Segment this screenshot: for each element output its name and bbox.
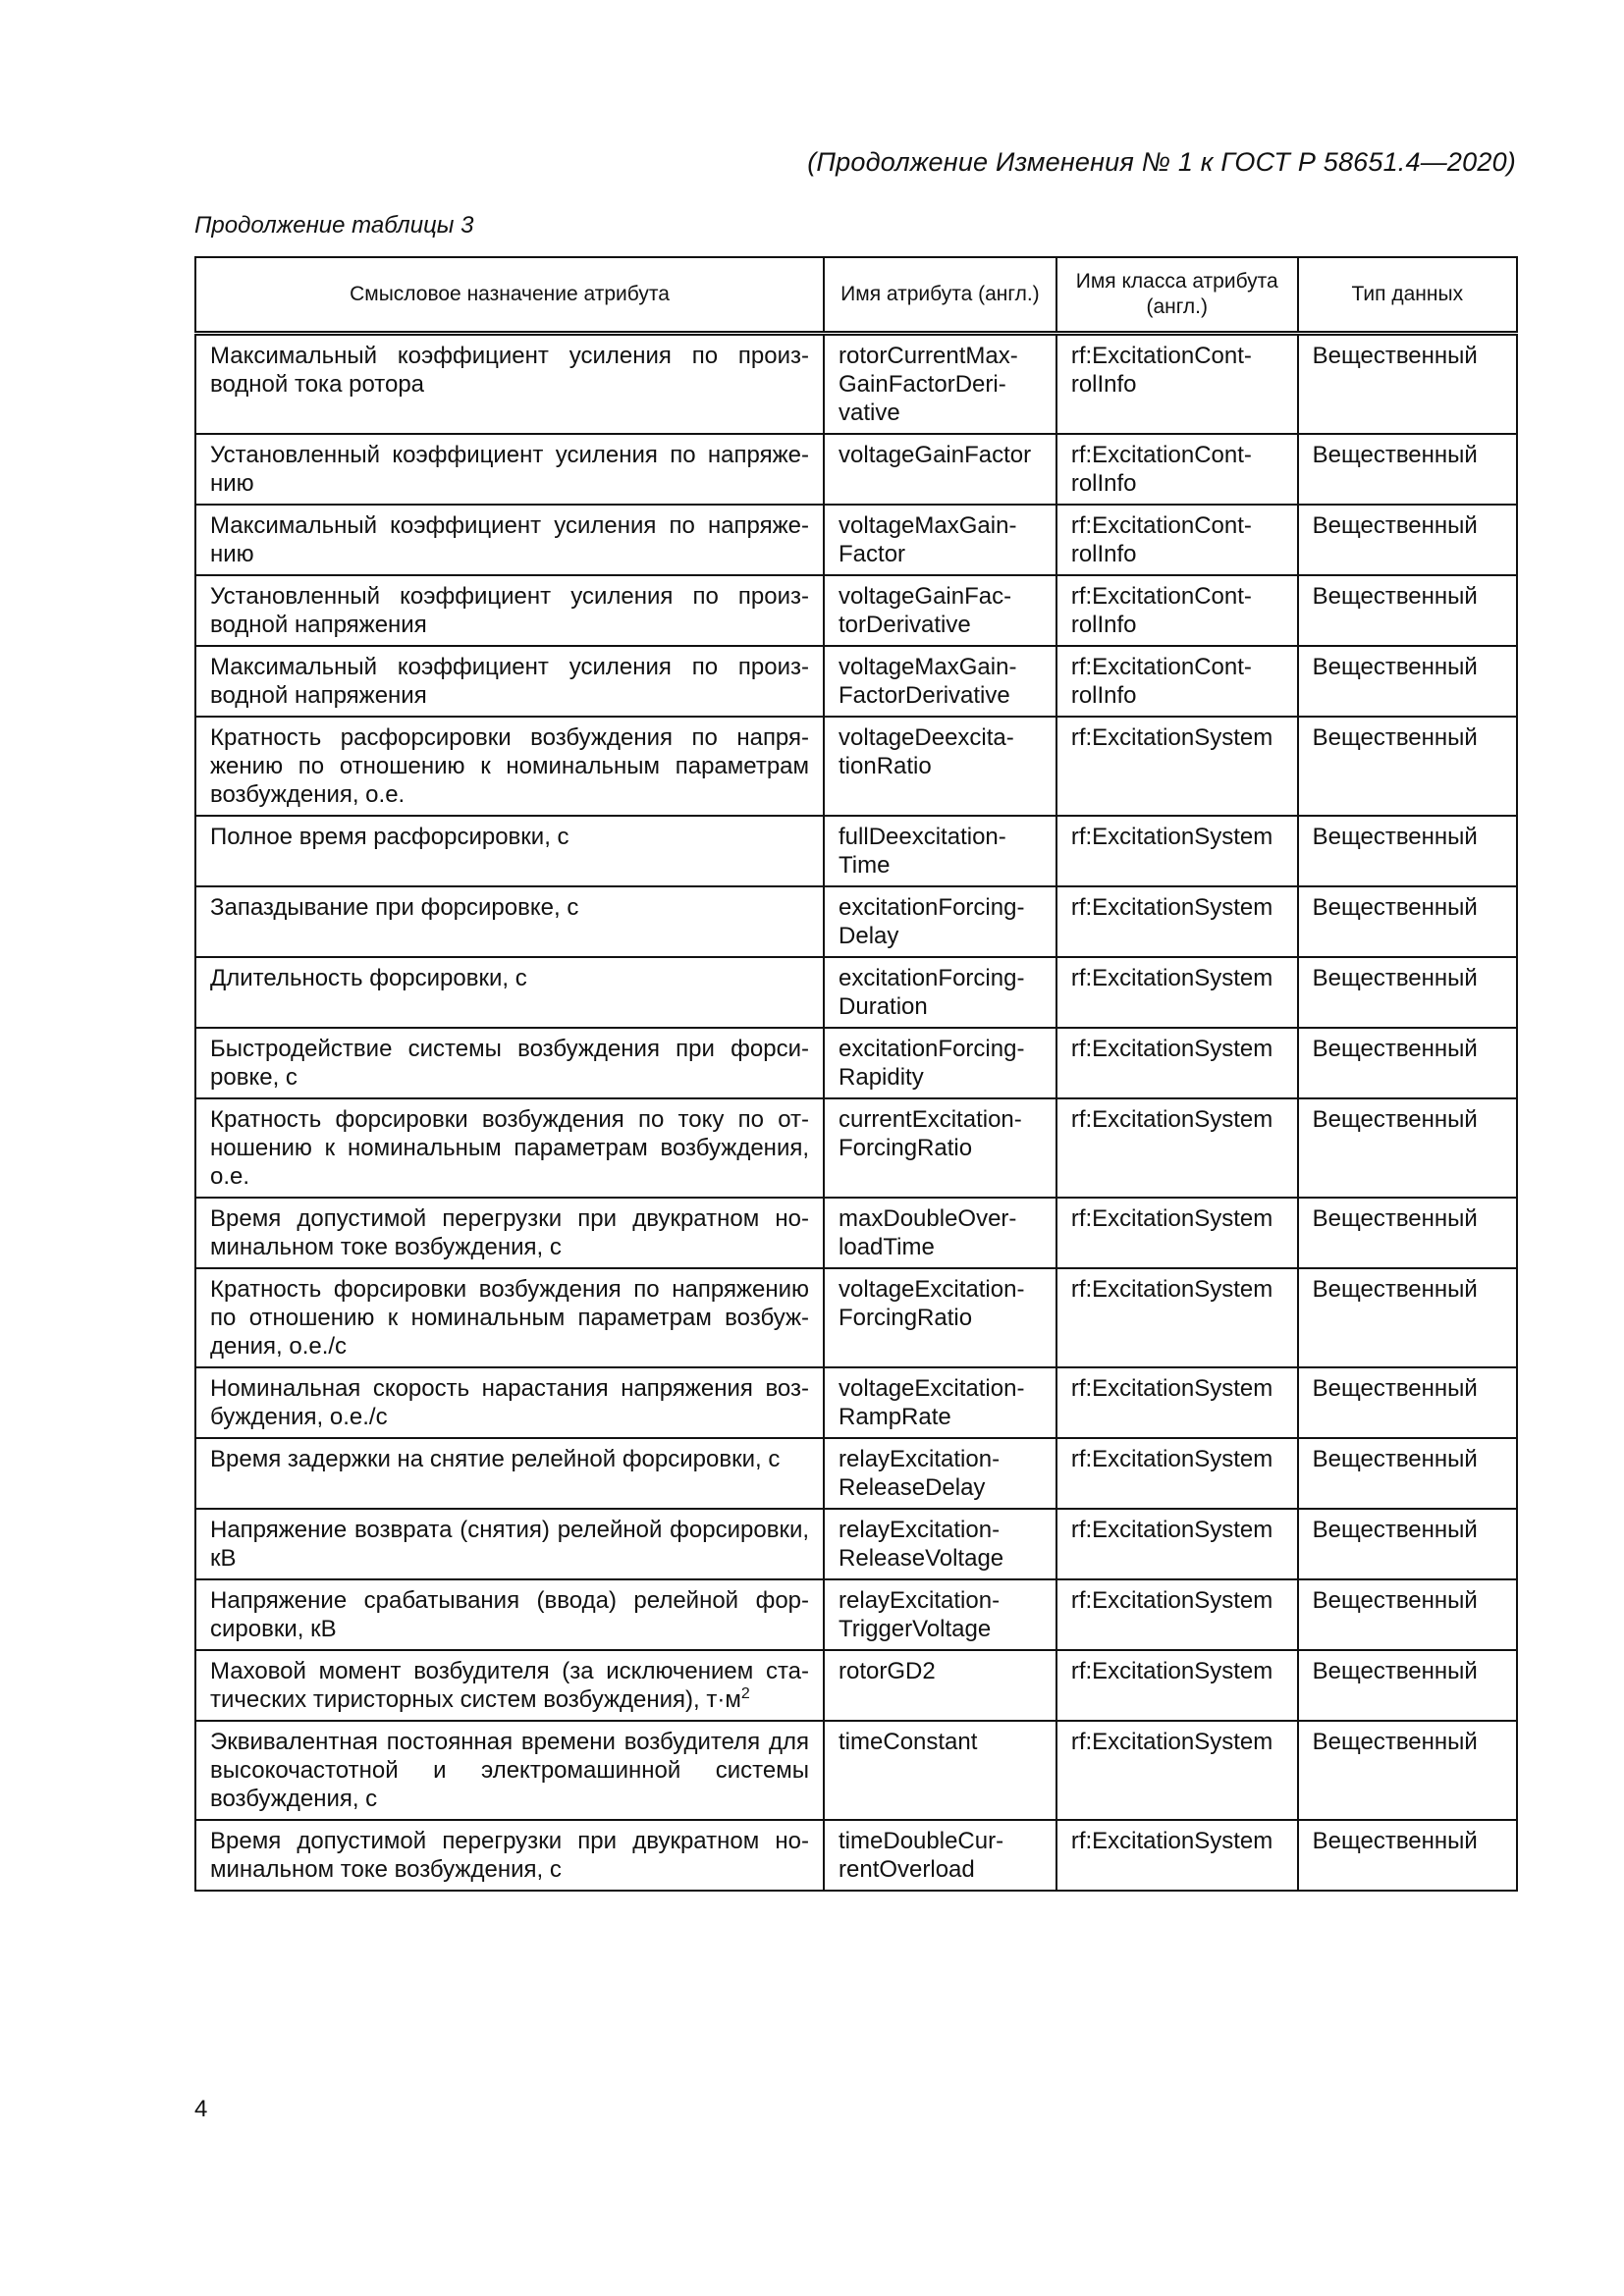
table-header-row: [195, 257, 1517, 334]
cell-class-name: [1056, 886, 1298, 957]
cell-attribute-name: [824, 334, 1056, 435]
cell-data-type-text: Вещественный: [1312, 1828, 1478, 1854]
table-caption: Продолжение таблицы 3: [194, 212, 474, 239]
cell-attribute-name-text: voltageMaxGainFactor: [839, 512, 1017, 567]
cell-meaning: [195, 886, 824, 957]
table-row: [195, 1438, 1517, 1509]
table-row: [195, 646, 1517, 717]
cell-meaning-text: Кратность расфорсировки возбуждения по напряжению по отношению к номинальным параметрам возбуждения, о.е.: [210, 724, 810, 808]
cell-meaning-text: Напряжение срабатывания (ввода) релейной форсировки, кВ: [210, 1587, 810, 1642]
cell-meaning-text: Время допустимой перегрузки при двукратном номинальном токе возбуждения, с: [210, 1828, 810, 1883]
cell-attribute-name-text: voltageExcitationForcingRatio: [839, 1276, 1025, 1331]
cell-data-type-text: Вещественный: [1312, 1658, 1478, 1684]
cell-class-name: [1056, 434, 1298, 505]
cell-class-name-text: rf:ExcitationSystem: [1070, 1587, 1273, 1614]
column-header-meaning: Смысловое назначение атрибута: [195, 257, 824, 334]
cell-data-type-text: Вещественный: [1312, 1276, 1478, 1303]
cell-data-type-text: Вещественный: [1312, 512, 1478, 539]
page-number: 4: [194, 2096, 208, 2122]
cell-class-name-text: rf:ExcitationSystem: [1070, 724, 1273, 751]
cell-meaning: [195, 1268, 824, 1367]
cell-attribute-name-text: rotorCurrentMaxGainFactorDerivative: [839, 343, 1018, 426]
cell-attribute-name-text: voltageMaxGainFactorDerivative: [839, 654, 1017, 709]
cell-class-name-text: rf:ExcitationSystem: [1070, 824, 1273, 850]
cell-data-type: [1298, 816, 1517, 886]
cell-class-name-text: rf:ExcitationSystem: [1070, 1276, 1273, 1303]
cell-meaning: [195, 1438, 824, 1509]
cell-data-type-text: Вещественный: [1312, 1375, 1478, 1402]
table-row: [195, 957, 1517, 1028]
cell-meaning: [195, 957, 824, 1028]
table-row: [195, 1367, 1517, 1438]
cell-attribute-name-text: relayExcitationReleaseDelay: [839, 1446, 1001, 1501]
cell-attribute-name: [824, 957, 1056, 1028]
cell-attribute-name: [824, 1268, 1056, 1367]
cell-data-type-text: Вещественный: [1312, 1729, 1478, 1755]
table-row: [195, 1028, 1517, 1098]
cell-meaning-text: Максимальный коэффициент усиления по производной тока ротора: [210, 343, 810, 398]
cell-meaning: [195, 434, 824, 505]
cell-data-type: [1298, 1367, 1517, 1438]
cell-class-name: [1056, 575, 1298, 646]
cell-class-name-text: rf:ExcitationSystem: [1070, 1729, 1273, 1755]
table-row: [195, 505, 1517, 575]
cell-class-name: [1056, 1509, 1298, 1579]
cell-data-type: [1298, 957, 1517, 1028]
cell-attribute-name-text: relayExcitationReleaseVoltage: [839, 1517, 1004, 1572]
cell-data-type-text: Вещественный: [1312, 894, 1478, 921]
attributes-table: [194, 256, 1518, 1892]
cell-meaning: [195, 1820, 824, 1891]
cell-meaning-text: Максимальный коэффициент усиления по производной напряжения: [210, 654, 810, 709]
cell-data-type: [1298, 1650, 1517, 1721]
cell-class-name: [1056, 1438, 1298, 1509]
cell-attribute-name: [824, 1721, 1056, 1820]
cell-data-type: [1298, 1198, 1517, 1268]
cell-data-type: [1298, 1820, 1517, 1891]
cell-class-name: [1056, 505, 1298, 575]
cell-attribute-name-text: timeDoubleCurrentOverload: [839, 1828, 1004, 1883]
cell-meaning: [195, 1650, 824, 1721]
cell-data-type: [1298, 434, 1517, 505]
table-row: [195, 434, 1517, 505]
cell-meaning-text: Установленный коэффициент усиления по производной напряжения: [210, 583, 810, 638]
cell-meaning-text: Максимальный коэффициент усиления по напряжению: [210, 512, 810, 567]
cell-meaning: [195, 717, 824, 816]
cell-meaning-text: Номинальная скорость нарастания напряжения возбуждения, о.е./с: [210, 1375, 810, 1430]
cell-attribute-name: [824, 816, 1056, 886]
cell-data-type-text: Вещественный: [1312, 965, 1478, 991]
table-row: [195, 1650, 1517, 1721]
cell-class-name-text: rf:ExcitationSystem: [1070, 894, 1273, 921]
table-row: [195, 1579, 1517, 1650]
cell-attribute-name-text: excitationForcingDelay: [839, 894, 1025, 949]
cell-class-name: [1056, 1820, 1298, 1891]
cell-attribute-name: [824, 434, 1056, 505]
cell-meaning: [195, 816, 824, 886]
cell-attribute-name-text: voltageDeexcitationRatio: [839, 724, 1014, 779]
cell-data-type: [1298, 1028, 1517, 1098]
cell-class-name: [1056, 1650, 1298, 1721]
cell-meaning-text: Время допустимой перегрузки при двукратном номинальном токе возбуждения, с: [210, 1205, 810, 1260]
cell-class-name: [1056, 1098, 1298, 1198]
cell-meaning: [195, 1367, 824, 1438]
cell-attribute-name: [824, 717, 1056, 816]
cell-meaning-text: Быстродействие системы возбуждения при форсировке, с: [210, 1036, 810, 1091]
continuation-header: (Продолжение Изменения № 1 к ГОСТ Р 58651.4—2020): [807, 147, 1516, 177]
cell-meaning-text: Длительность форсировки, с: [210, 965, 527, 991]
cell-attribute-name-text: fullDeexcitationTime: [839, 824, 1006, 879]
table-row: [195, 575, 1517, 646]
cell-class-name-text: rf:ExcitationSystem: [1070, 1036, 1273, 1062]
cell-class-name: [1056, 334, 1298, 435]
cell-meaning-text: Эквивалентная постоянная времени возбудителя для высокочастотной и электромашинной системы возбуждения, с: [210, 1729, 810, 1812]
cell-attribute-name: [824, 1438, 1056, 1509]
cell-data-type: [1298, 1268, 1517, 1367]
cell-attribute-name-text: voltageGainFactorDerivative: [839, 583, 1012, 638]
cell-class-name-text: rf:ExcitationSystem: [1070, 1828, 1273, 1854]
cell-data-type-text: Вещественный: [1312, 1517, 1478, 1543]
cell-meaning-text: Полное время расфорсировки, с: [210, 824, 569, 850]
cell-attribute-name: [824, 1820, 1056, 1891]
cell-class-name-text: rf:ExcitationSystem: [1070, 1658, 1273, 1684]
cell-class-name: [1056, 816, 1298, 886]
cell-class-name-text: rf:ExcitationControlInfo: [1070, 583, 1252, 638]
cell-attribute-name: [824, 886, 1056, 957]
table-row: [195, 717, 1517, 816]
cell-data-type-text: Вещественный: [1312, 1587, 1478, 1614]
cell-attribute-name: [824, 1509, 1056, 1579]
cell-data-type: [1298, 1438, 1517, 1509]
cell-meaning-text: Установленный коэффициент усиления по напряжению: [210, 442, 810, 497]
cell-attribute-name-text: excitationForcingDuration: [839, 965, 1025, 1020]
cell-class-name-text: rf:ExcitationSystem: [1070, 1106, 1273, 1133]
cell-attribute-name-text: excitationForcingRapidity: [839, 1036, 1025, 1091]
cell-class-name-text: rf:ExcitationControlInfo: [1070, 442, 1252, 497]
cell-meaning-text: Запаздывание при форсировке, с: [210, 894, 579, 921]
column-header-attribute-name: Имя атрибута (англ.): [824, 257, 1056, 334]
cell-class-name-text: rf:ExcitationSystem: [1070, 1375, 1273, 1402]
cell-class-name: [1056, 1028, 1298, 1098]
cell-meaning: [195, 1028, 824, 1098]
cell-class-name: [1056, 1268, 1298, 1367]
cell-data-type: [1298, 334, 1517, 435]
table-row: [195, 334, 1517, 435]
cell-data-type: [1298, 717, 1517, 816]
cell-meaning: [195, 1721, 824, 1820]
cell-data-type-text: Вещественный: [1312, 1446, 1478, 1472]
cell-data-type: [1298, 886, 1517, 957]
cell-attribute-name-text: rotorGD2: [839, 1658, 936, 1684]
cell-meaning: [195, 505, 824, 575]
cell-attribute-name-text: voltageGainFactor: [839, 442, 1032, 468]
cell-attribute-name: [824, 1198, 1056, 1268]
cell-class-name: [1056, 646, 1298, 717]
cell-attribute-name-text: voltageExcitationRampRate: [839, 1375, 1025, 1430]
table-body: [195, 334, 1517, 1892]
table-row: [195, 1098, 1517, 1198]
cell-meaning-text: Время задержки на снятие релейной форсировки, с: [210, 1446, 781, 1472]
cell-data-type-text: Вещественный: [1312, 824, 1478, 850]
unit-exponent: 2: [740, 1685, 750, 1702]
cell-attribute-name: [824, 505, 1056, 575]
table-row: [195, 1509, 1517, 1579]
cell-data-type-text: Вещественный: [1312, 442, 1478, 468]
cell-class-name: [1056, 717, 1298, 816]
cell-data-type-text: Вещественный: [1312, 1106, 1478, 1133]
cell-attribute-name-text: maxDoubleOverloadTime: [839, 1205, 1017, 1260]
cell-meaning: [195, 1509, 824, 1579]
cell-class-name: [1056, 1367, 1298, 1438]
cell-class-name-text: rf:ExcitationControlInfo: [1070, 654, 1252, 709]
cell-class-name-text: rf:ExcitationSystem: [1070, 965, 1273, 991]
table-row: [195, 1268, 1517, 1367]
cell-class-name-text: rf:ExcitationControlInfo: [1070, 343, 1252, 398]
cell-data-type-text: Вещественный: [1312, 1036, 1478, 1062]
cell-class-name-text: rf:ExcitationSystem: [1070, 1205, 1273, 1232]
cell-attribute-name: [824, 1028, 1056, 1098]
cell-data-type: [1298, 1509, 1517, 1579]
cell-attribute-name: [824, 1650, 1056, 1721]
cell-attribute-name: [824, 646, 1056, 717]
cell-data-type: [1298, 1579, 1517, 1650]
cell-class-name: [1056, 1579, 1298, 1650]
cell-meaning: [195, 334, 824, 435]
cell-attribute-name-text: relayExcitationTriggerVoltage: [839, 1587, 1001, 1642]
cell-meaning: [195, 646, 824, 717]
cell-data-type-text: Вещественный: [1312, 343, 1478, 369]
cell-attribute-name: [824, 575, 1056, 646]
cell-meaning: [195, 1579, 824, 1650]
cell-class-name: [1056, 957, 1298, 1028]
cell-meaning-text: Кратность форсировки возбуждения по току по отношению к номинальным параметрам возбуждения, о.е.: [210, 1106, 810, 1190]
cell-data-type: [1298, 1721, 1517, 1820]
cell-attribute-name: [824, 1098, 1056, 1198]
cell-meaning-text: Маховой момент возбудителя (за исключением статических тиристорных систем возбуждения), т·м: [210, 1658, 810, 1713]
cell-data-type: [1298, 505, 1517, 575]
cell-data-type: [1298, 575, 1517, 646]
cell-data-type-text: Вещественный: [1312, 583, 1478, 610]
cell-class-name-text: rf:ExcitationControlInfo: [1070, 512, 1252, 567]
cell-class-name-text: rf:ExcitationSystem: [1070, 1517, 1273, 1543]
cell-class-name: [1056, 1198, 1298, 1268]
cell-meaning: [195, 1098, 824, 1198]
table-row: [195, 1721, 1517, 1820]
table-row: [195, 886, 1517, 957]
cell-attribute-name: [824, 1579, 1056, 1650]
cell-data-type-text: Вещественный: [1312, 654, 1478, 680]
column-header-class-name: Имя класса атрибута (англ.): [1056, 257, 1298, 334]
cell-data-type: [1298, 646, 1517, 717]
table-row: [195, 1820, 1517, 1891]
cell-attribute-name-text: timeConstant: [839, 1729, 978, 1755]
cell-meaning: [195, 575, 824, 646]
cell-class-name-text: rf:ExcitationSystem: [1070, 1446, 1273, 1472]
cell-meaning: [195, 1198, 824, 1268]
column-header-data-type: Тип данных: [1298, 257, 1517, 334]
cell-attribute-name: [824, 1367, 1056, 1438]
cell-data-type-text: Вещественный: [1312, 724, 1478, 751]
cell-attribute-name-text: currentExcitationForcingRatio: [839, 1106, 1022, 1161]
cell-meaning-text: Напряжение возврата (снятия) релейной форсировки, кВ: [210, 1517, 810, 1572]
cell-data-type: [1298, 1098, 1517, 1198]
cell-data-type-text: Вещественный: [1312, 1205, 1478, 1232]
table-row: [195, 816, 1517, 886]
cell-meaning-text: Кратность форсировки возбуждения по напряжению по отношению к номинальным параметрам возбуждения, о.е./с: [210, 1276, 810, 1360]
table-row: [195, 1198, 1517, 1268]
cell-class-name: [1056, 1721, 1298, 1820]
